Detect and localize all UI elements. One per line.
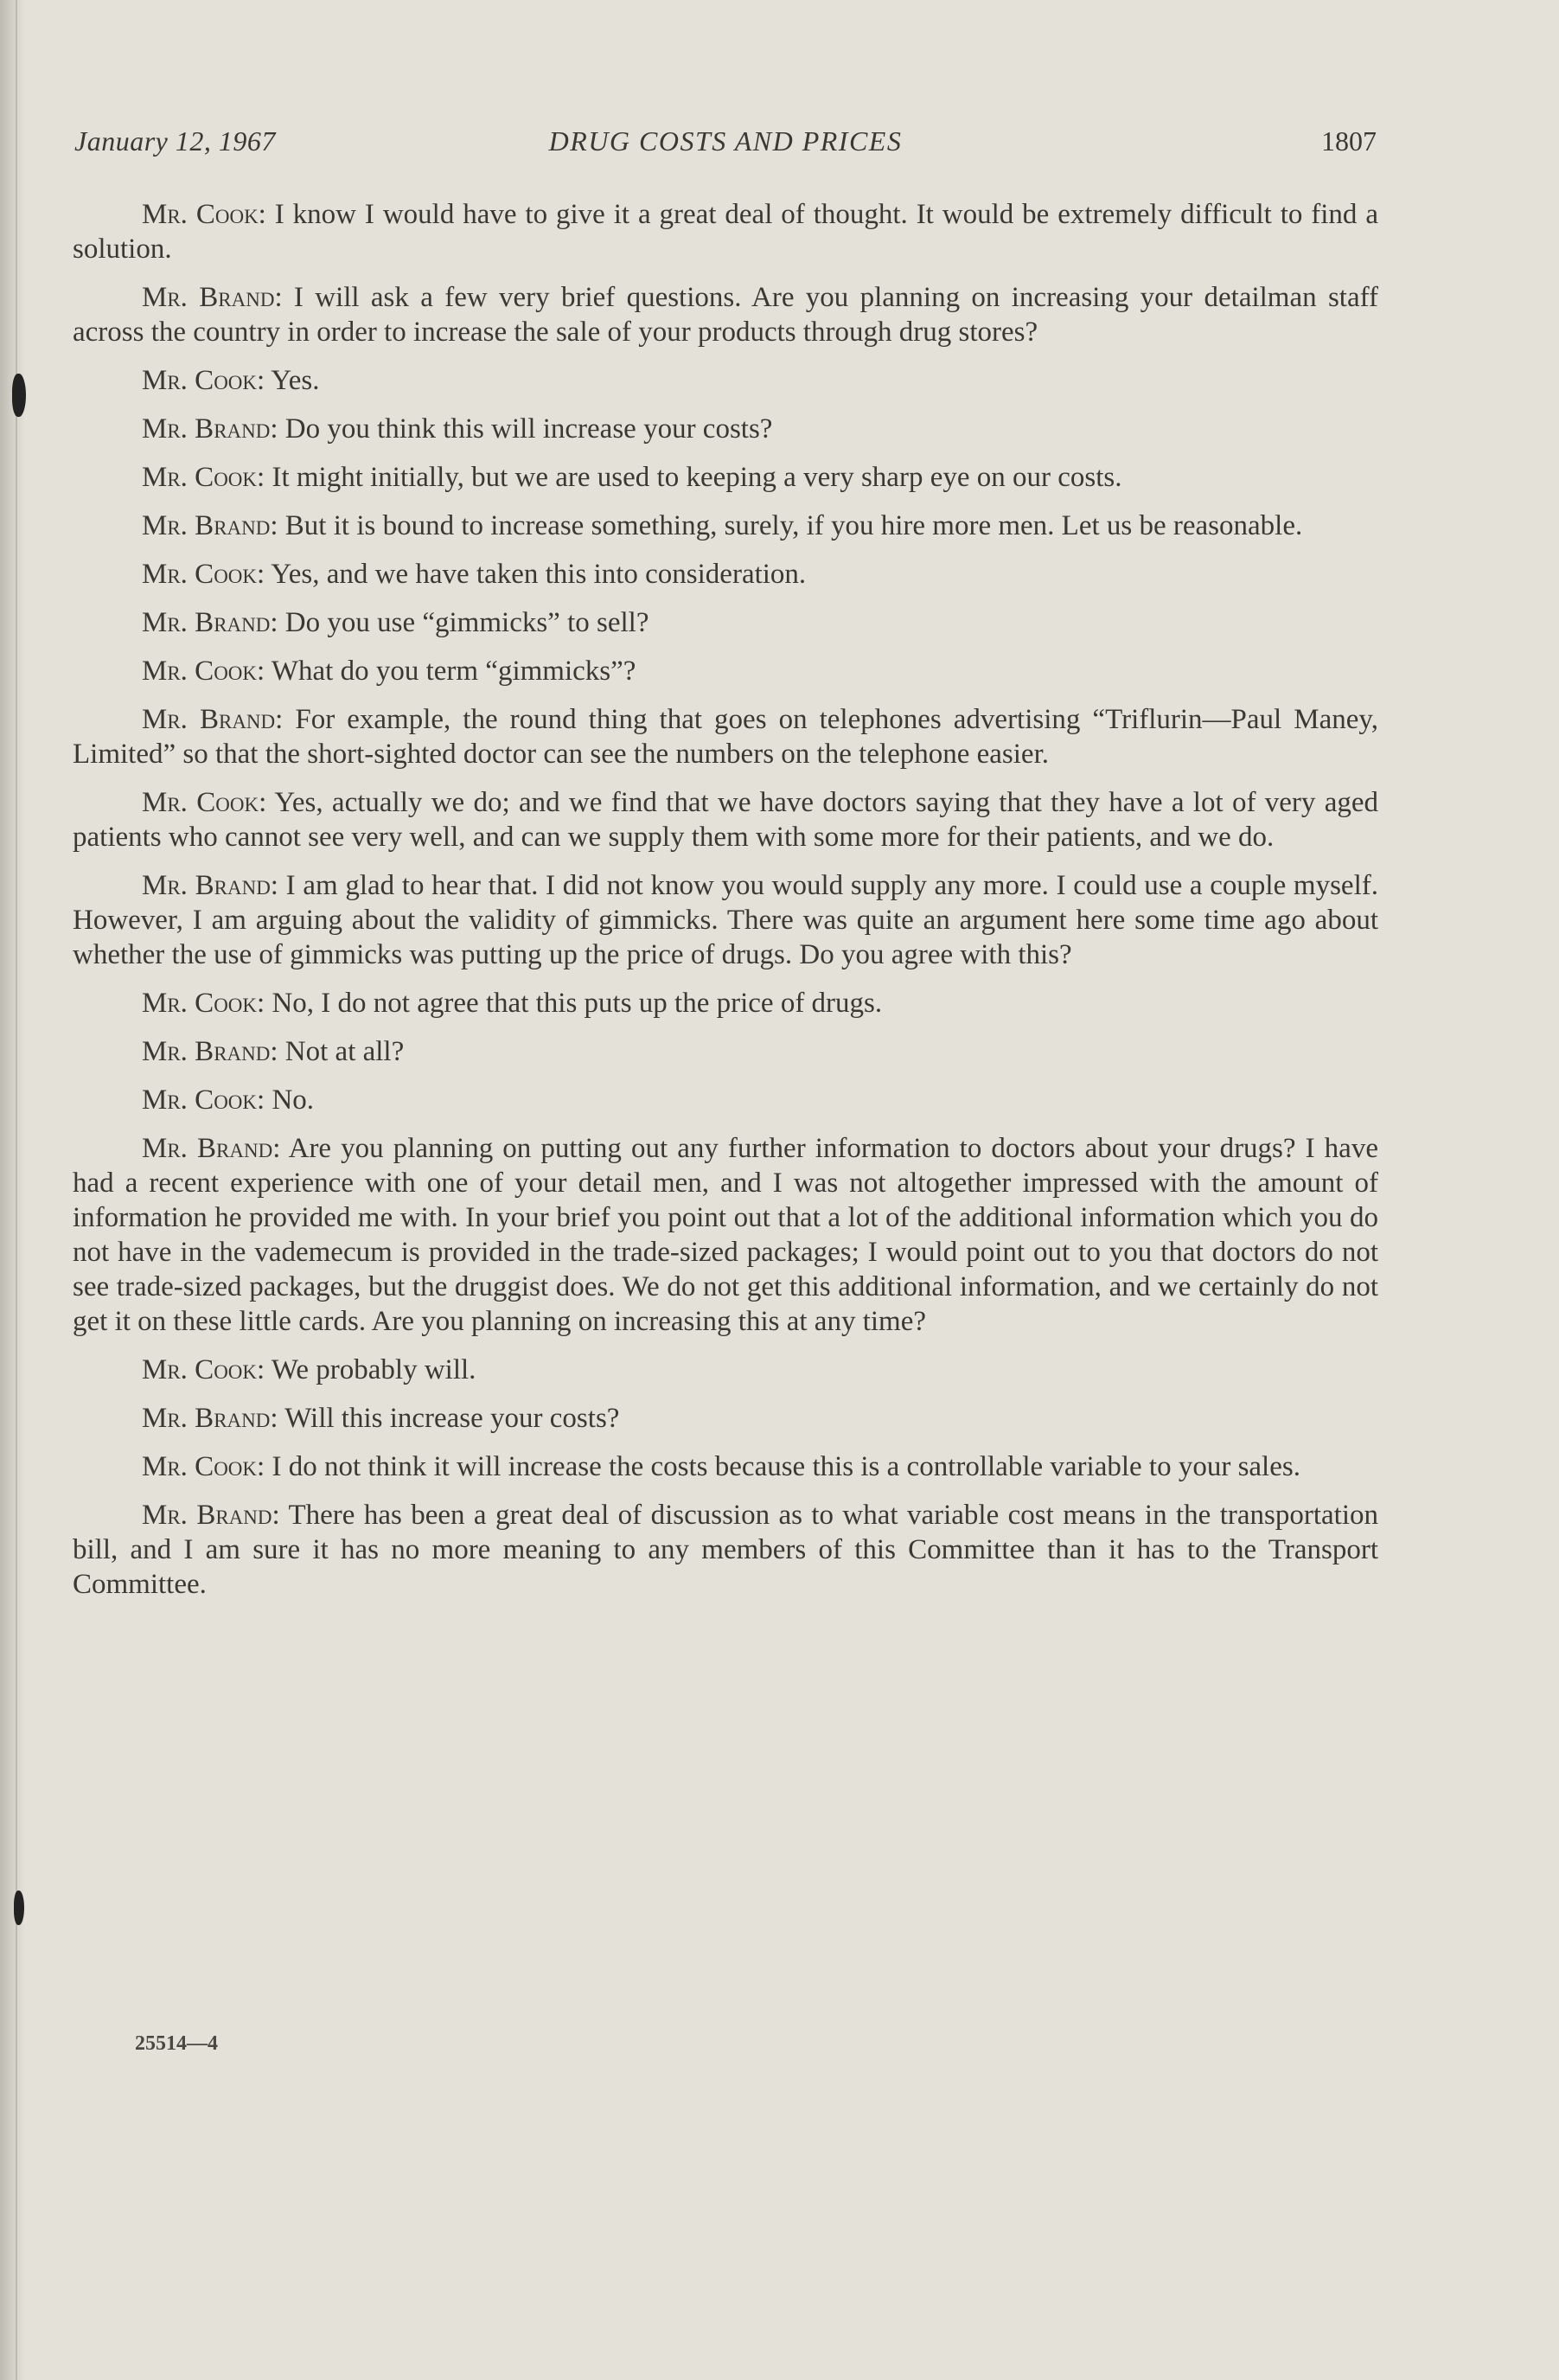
transcript-paragraph (73, 412, 1378, 446)
speaker-name: Mr. Brand: (142, 607, 278, 638)
speaker-name: Mr. Cook: (142, 365, 265, 396)
transcript-paragraph (73, 1401, 1378, 1436)
transcript-paragraph (73, 280, 1378, 349)
speaker-name: Mr. Cook: (142, 559, 265, 590)
transcript-paragraph (73, 1498, 1378, 1602)
speech-text: Are you planning on putting out any further information to doctors about your drugs? I have had a recent experience with one of your detail men, and I was not altogether impressed with the amount of information he provided me with. In your brief you point out that a lot of the additional information which you do not have in the vademecum is provided in the trade-sized packages; I would point out to you that doctors do not see trade-sized packages, but the druggist does. We do not get this additional information, and we certainly do not get it on these little cards. Are you planning on increasing this at any time? (73, 1133, 1378, 1337)
transcript-paragraph (73, 1131, 1378, 1339)
transcript-paragraph (73, 654, 1378, 688)
transcript-paragraph (73, 1353, 1378, 1387)
transcript-paragraph (73, 1034, 1378, 1069)
speech-text: But it is bound to increase something, surely, if you hire more men. Let us be reasonable. (278, 510, 1303, 541)
transcript-paragraph (73, 868, 1378, 972)
speaker-name: Mr. Brand: (142, 1500, 280, 1531)
binding-mark (12, 374, 26, 417)
speech-text: Not at all? (278, 1036, 405, 1067)
speaker-name: Mr. Brand: (142, 870, 278, 901)
page-header (74, 125, 1377, 163)
speech-text: No. (265, 1084, 315, 1116)
header-date: January 12, 1967 (74, 125, 276, 157)
transcript-paragraph (73, 1449, 1378, 1484)
transcript-paragraph (73, 557, 1378, 592)
page-number: 1807 (1321, 125, 1377, 157)
speaker-name: Mr. Cook: (142, 1354, 265, 1385)
speaker-name: Mr. Brand: (142, 1036, 278, 1067)
transcript-body (73, 197, 1378, 1615)
page-spine-shadow (0, 0, 24, 2380)
transcript-paragraph (73, 1083, 1378, 1117)
speech-text: I know I would have to give it a great deal of thought. It would be extremely difficult to find a solution. (73, 199, 1378, 265)
header-title: DRUG COSTS AND PRICES (548, 125, 903, 157)
transcript-paragraph (73, 785, 1378, 854)
speaker-name: Mr. Brand: (142, 1403, 278, 1434)
speech-text: No, I do not agree that this puts up the price of drugs. (265, 988, 883, 1019)
speech-text: We probably will. (265, 1354, 476, 1385)
transcript-paragraph (73, 605, 1378, 640)
speaker-name: Mr. Brand: (142, 1133, 281, 1164)
speaker-name: Mr. Cook: (142, 1451, 265, 1482)
speech-text: Do you use “gimmicks” to sell? (278, 607, 649, 638)
speaker-name: Mr. Cook: (142, 1084, 265, 1116)
speaker-name: Mr. Cook: (142, 787, 267, 818)
speech-text: I do not think it will increase the costs because this is a controllable variable to your sales. (265, 1451, 1300, 1482)
transcript-paragraph (73, 363, 1378, 398)
speech-text: I will ask a few very brief questions. Are you planning on increasing your detailman staff across the country in order to increase the sale of your products through drug stores? (73, 282, 1378, 348)
speaker-name: Mr. Cook: (142, 199, 266, 230)
speech-text: Yes. (265, 365, 320, 396)
transcript-paragraph (73, 197, 1378, 266)
printer-code: 25514—4 (135, 2032, 218, 2055)
speech-text: There has been a great deal of discussion as to what variable cost means in the transportation bill, and I am sure it has no more meaning to any members of this Committee than it has to the Transport Committee. (73, 1500, 1378, 1600)
speech-text: Yes, and we have taken this into consideration. (265, 559, 807, 590)
speaker-name: Mr. Cook: (142, 462, 265, 493)
binding-mark (14, 1891, 24, 1925)
speech-text: Will this increase your costs? (278, 1403, 620, 1434)
speaker-name: Mr. Brand: (142, 704, 284, 735)
speech-text: I am glad to hear that. I did not know you would supply any more. I could use a couple myself. However, I am arguing about the validity of gimmicks. There was quite an argument here some time ago about whether the use of gimmicks was putting up the price of drugs. Do you agree with this? (73, 870, 1378, 970)
speech-text: It might initially, but we are used to keeping a very sharp eye on our costs. (265, 462, 1122, 493)
speaker-name: Mr. Brand: (142, 282, 283, 313)
speech-text: Yes, actually we do; and we find that we have doctors saying that they have a lot of very aged patients who cannot see very well, and can we supply them with some more for their patients, and we do. (73, 787, 1378, 853)
speaker-name: Mr. Cook: (142, 988, 265, 1019)
transcript-paragraph (73, 986, 1378, 1020)
speech-text: For example, the round thing that goes on telephones advertising “Triflurin—Paul Maney, Limited” so that the short-sighted doctor can see the numbers on the telephone easier. (73, 704, 1378, 770)
transcript-paragraph (73, 509, 1378, 543)
transcript-paragraph (73, 702, 1378, 771)
speaker-name: Mr. Brand: (142, 413, 278, 445)
speech-text: Do you think this will increase your costs? (278, 413, 773, 445)
binding-edge (16, 0, 17, 2380)
speech-text: What do you term “gimmicks”? (265, 656, 636, 687)
speaker-name: Mr. Cook: (142, 656, 265, 687)
speaker-name: Mr. Brand: (142, 510, 278, 541)
transcript-paragraph (73, 460, 1378, 495)
